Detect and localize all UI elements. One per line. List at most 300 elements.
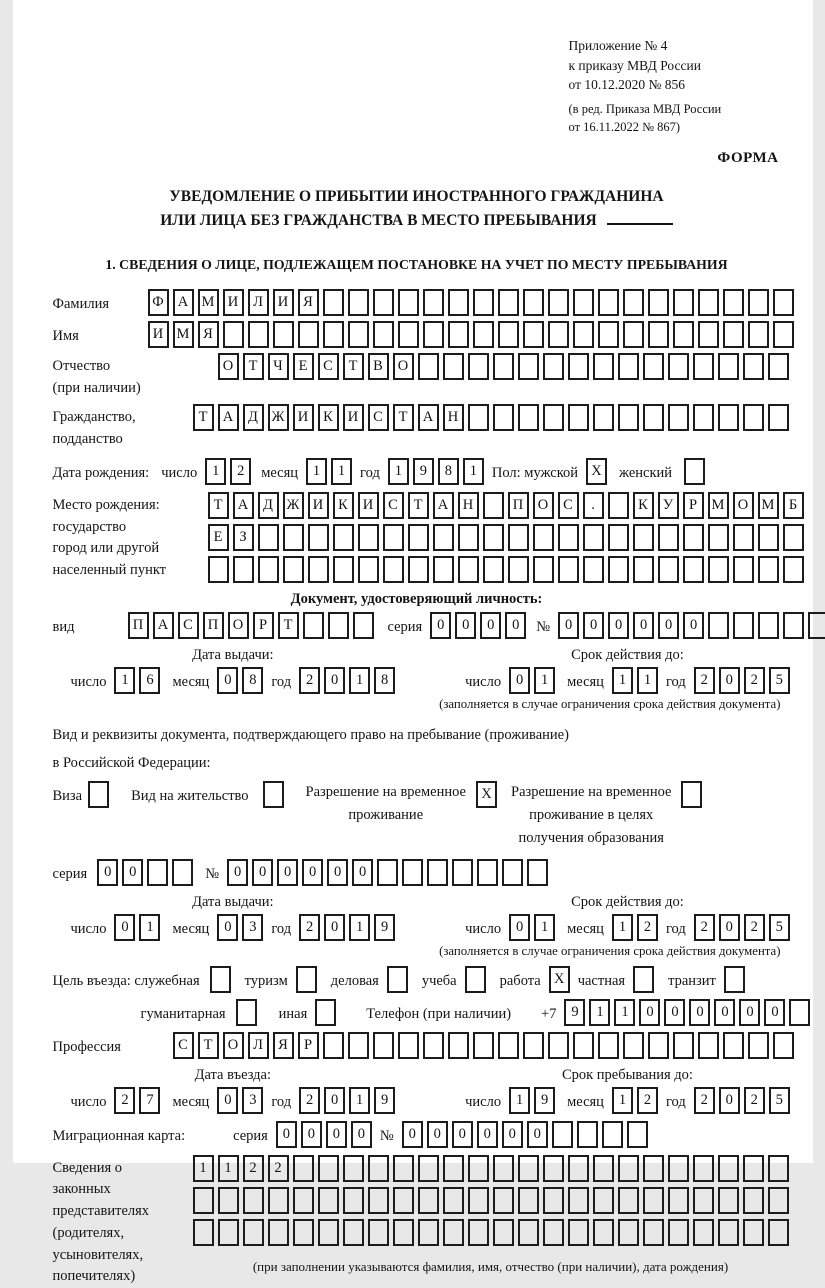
char-box[interactable] <box>718 404 739 431</box>
char-box[interactable] <box>318 1219 339 1246</box>
char-box[interactable]: Е <box>208 524 229 551</box>
char-box[interactable] <box>328 612 349 639</box>
char-box[interactable] <box>387 966 408 993</box>
char-box[interactable] <box>527 859 548 886</box>
char-box[interactable]: П <box>203 612 224 639</box>
char-box[interactable] <box>368 1155 389 1182</box>
char-box[interactable]: А <box>173 289 194 316</box>
char-box[interactable] <box>648 289 669 316</box>
char-box[interactable] <box>518 1219 539 1246</box>
char-box[interactable] <box>768 404 789 431</box>
char-box[interactable]: Н <box>443 404 464 431</box>
char-box[interactable] <box>498 1032 519 1059</box>
char-box[interactable]: Р <box>683 492 704 519</box>
char-box[interactable] <box>323 1032 344 1059</box>
char-box[interactable]: У <box>658 492 679 519</box>
char-box[interactable]: Л <box>248 1032 269 1059</box>
char-box[interactable] <box>343 1219 364 1246</box>
char-box[interactable]: 5 <box>769 667 790 694</box>
char-box[interactable]: 0 <box>97 859 118 886</box>
char-box[interactable] <box>723 321 744 348</box>
char-box[interactable]: 0 <box>324 1087 345 1114</box>
char-box[interactable]: 2 <box>243 1155 264 1182</box>
char-box[interactable] <box>543 1155 564 1182</box>
char-box[interactable] <box>698 289 719 316</box>
char-box[interactable]: 0 <box>502 1121 523 1148</box>
char-box[interactable] <box>493 353 514 380</box>
char-box[interactable]: Т <box>198 1032 219 1059</box>
char-box[interactable]: 9 <box>564 999 585 1026</box>
char-box[interactable] <box>448 321 469 348</box>
char-box[interactable] <box>236 999 257 1026</box>
char-box[interactable]: Р <box>298 1032 319 1059</box>
char-box[interactable] <box>593 1155 614 1182</box>
char-box[interactable] <box>493 1187 514 1214</box>
char-box[interactable]: 0 <box>719 667 740 694</box>
char-box[interactable] <box>443 353 464 380</box>
char-box[interactable] <box>243 1187 264 1214</box>
char-box[interactable] <box>468 1187 489 1214</box>
char-box[interactable]: Р <box>253 612 274 639</box>
char-box[interactable]: 0 <box>402 1121 423 1148</box>
char-box[interactable] <box>373 321 394 348</box>
char-box[interactable]: 1 <box>349 1087 370 1114</box>
char-box[interactable]: П <box>508 492 529 519</box>
char-box[interactable] <box>623 1032 644 1059</box>
char-box[interactable] <box>458 524 479 551</box>
char-box[interactable] <box>643 1155 664 1182</box>
char-box[interactable] <box>258 524 279 551</box>
char-box[interactable]: Я <box>273 1032 294 1059</box>
char-box[interactable]: С <box>178 612 199 639</box>
char-box[interactable] <box>552 1121 573 1148</box>
char-box[interactable] <box>258 556 279 583</box>
char-box[interactable]: 1 <box>331 458 352 485</box>
char-box[interactable]: А <box>153 612 174 639</box>
char-box[interactable] <box>483 524 504 551</box>
char-box[interactable]: 1 <box>306 458 327 485</box>
char-box[interactable] <box>648 1032 669 1059</box>
char-box[interactable] <box>768 353 789 380</box>
char-box[interactable] <box>673 1032 694 1059</box>
char-box[interactable] <box>558 524 579 551</box>
char-box[interactable]: 2 <box>114 1087 135 1114</box>
char-box[interactable] <box>658 524 679 551</box>
char-box[interactable]: 0 <box>114 914 135 941</box>
char-box[interactable] <box>268 1219 289 1246</box>
char-box[interactable]: 1 <box>612 667 633 694</box>
char-box[interactable] <box>296 966 317 993</box>
char-box[interactable] <box>493 404 514 431</box>
char-box[interactable] <box>393 1219 414 1246</box>
char-box[interactable]: 0 <box>764 999 785 1026</box>
char-box[interactable] <box>308 524 329 551</box>
char-box[interactable]: 0 <box>455 612 476 639</box>
char-box[interactable] <box>643 1187 664 1214</box>
char-box[interactable]: 2 <box>268 1155 289 1182</box>
char-box[interactable]: 3 <box>242 914 263 941</box>
char-box[interactable]: О <box>533 492 554 519</box>
char-box[interactable]: 0 <box>217 667 238 694</box>
char-box[interactable] <box>568 404 589 431</box>
char-box[interactable] <box>243 1219 264 1246</box>
char-box[interactable]: 0 <box>277 859 298 886</box>
char-box[interactable]: Т <box>408 492 429 519</box>
char-box[interactable] <box>477 859 498 886</box>
char-box[interactable] <box>543 1187 564 1214</box>
char-box[interactable]: Ф <box>148 289 169 316</box>
char-box[interactable] <box>233 556 254 583</box>
char-box[interactable]: 2 <box>230 458 251 485</box>
char-box[interactable] <box>433 556 454 583</box>
char-box[interactable] <box>643 353 664 380</box>
char-box[interactable] <box>377 859 398 886</box>
char-box[interactable] <box>473 321 494 348</box>
char-box[interactable]: 2 <box>637 1087 658 1114</box>
char-box[interactable] <box>548 1032 569 1059</box>
char-box[interactable] <box>683 556 704 583</box>
char-box[interactable]: 9 <box>413 458 434 485</box>
char-box[interactable]: 9 <box>374 914 395 941</box>
char-box[interactable]: Ч <box>268 353 289 380</box>
char-box[interactable] <box>733 612 754 639</box>
char-box[interactable] <box>598 321 619 348</box>
char-box[interactable] <box>433 524 454 551</box>
char-box[interactable] <box>618 1219 639 1246</box>
char-box[interactable]: X <box>549 966 570 993</box>
char-box[interactable] <box>408 524 429 551</box>
char-box[interactable]: И <box>358 492 379 519</box>
char-box[interactable] <box>248 321 269 348</box>
char-box[interactable]: З <box>233 524 254 551</box>
char-box[interactable]: 0 <box>326 1121 347 1148</box>
char-box[interactable]: 0 <box>327 859 348 886</box>
char-box[interactable]: 0 <box>509 667 530 694</box>
char-box[interactable] <box>718 1219 739 1246</box>
char-box[interactable]: 1 <box>463 458 484 485</box>
char-box[interactable] <box>423 1032 444 1059</box>
char-box[interactable]: 1 <box>205 458 226 485</box>
char-box[interactable] <box>443 1155 464 1182</box>
char-box[interactable]: 0 <box>505 612 526 639</box>
char-box[interactable] <box>743 353 764 380</box>
char-box[interactable] <box>623 321 644 348</box>
char-box[interactable]: 3 <box>242 1087 263 1114</box>
char-box[interactable] <box>608 492 629 519</box>
char-box[interactable] <box>743 1187 764 1214</box>
char-box[interactable]: Т <box>393 404 414 431</box>
char-box[interactable]: Ж <box>283 492 304 519</box>
char-box[interactable] <box>398 321 419 348</box>
char-box[interactable]: Б <box>783 492 804 519</box>
char-box[interactable] <box>627 1121 648 1148</box>
char-box[interactable]: М <box>198 289 219 316</box>
char-box[interactable]: 0 <box>639 999 660 1026</box>
char-box[interactable]: 2 <box>299 914 320 941</box>
char-box[interactable] <box>383 556 404 583</box>
char-box[interactable] <box>693 1187 714 1214</box>
char-box[interactable] <box>583 524 604 551</box>
char-box[interactable]: И <box>223 289 244 316</box>
char-box[interactable] <box>543 353 564 380</box>
char-box[interactable] <box>577 1121 598 1148</box>
char-box[interactable]: И <box>308 492 329 519</box>
char-box[interactable]: С <box>383 492 404 519</box>
char-box[interactable] <box>373 289 394 316</box>
char-box[interactable]: 0 <box>719 1087 740 1114</box>
char-box[interactable] <box>708 612 729 639</box>
char-box[interactable]: 0 <box>480 612 501 639</box>
char-box[interactable]: 1 <box>612 914 633 941</box>
char-box[interactable] <box>573 321 594 348</box>
char-box[interactable]: 0 <box>664 999 685 1026</box>
char-box[interactable] <box>318 1155 339 1182</box>
char-box[interactable] <box>723 289 744 316</box>
char-box[interactable]: 2 <box>694 1087 715 1114</box>
char-box[interactable] <box>193 1219 214 1246</box>
char-box[interactable] <box>448 1032 469 1059</box>
char-box[interactable]: 0 <box>527 1121 548 1148</box>
char-box[interactable]: Т <box>343 353 364 380</box>
char-box[interactable] <box>568 1187 589 1214</box>
char-box[interactable] <box>633 556 654 583</box>
char-box[interactable] <box>773 1032 794 1059</box>
char-box[interactable] <box>483 492 504 519</box>
char-box[interactable]: Д <box>243 404 264 431</box>
char-box[interactable] <box>743 1219 764 1246</box>
char-box[interactable]: К <box>333 492 354 519</box>
char-box[interactable]: С <box>173 1032 194 1059</box>
char-box[interactable] <box>358 556 379 583</box>
char-box[interactable] <box>643 404 664 431</box>
char-box[interactable]: П <box>128 612 149 639</box>
char-box[interactable]: 0 <box>714 999 735 1026</box>
char-box[interactable]: 0 <box>301 1121 322 1148</box>
char-box[interactable] <box>758 612 779 639</box>
char-box[interactable]: 2 <box>694 667 715 694</box>
char-box[interactable]: . <box>583 492 604 519</box>
char-box[interactable]: И <box>293 404 314 431</box>
char-box[interactable]: 6 <box>139 667 160 694</box>
char-box[interactable] <box>773 289 794 316</box>
char-box[interactable] <box>318 1187 339 1214</box>
char-box[interactable]: 1 <box>218 1155 239 1182</box>
char-box[interactable] <box>668 1187 689 1214</box>
char-box[interactable]: 1 <box>637 667 658 694</box>
char-box[interactable] <box>643 1219 664 1246</box>
char-box[interactable] <box>418 1187 439 1214</box>
char-box[interactable] <box>315 999 336 1026</box>
char-box[interactable] <box>208 556 229 583</box>
char-box[interactable] <box>723 1032 744 1059</box>
char-box[interactable]: Ж <box>268 404 289 431</box>
char-box[interactable] <box>602 1121 623 1148</box>
char-box[interactable]: Т <box>243 353 264 380</box>
char-box[interactable] <box>668 1155 689 1182</box>
char-box[interactable]: 0 <box>302 859 323 886</box>
char-box[interactable]: М <box>708 492 729 519</box>
char-box[interactable] <box>523 1032 544 1059</box>
char-box[interactable]: В <box>368 353 389 380</box>
char-box[interactable]: 0 <box>658 612 679 639</box>
char-box[interactable]: О <box>393 353 414 380</box>
char-box[interactable]: 2 <box>744 914 765 941</box>
char-box[interactable] <box>518 1155 539 1182</box>
char-box[interactable] <box>748 289 769 316</box>
char-box[interactable] <box>623 289 644 316</box>
char-box[interactable]: 1 <box>614 999 635 1026</box>
char-box[interactable]: 0 <box>689 999 710 1026</box>
char-box[interactable] <box>618 353 639 380</box>
char-box[interactable] <box>693 1155 714 1182</box>
char-box[interactable] <box>718 1155 739 1182</box>
char-box[interactable]: Я <box>198 321 219 348</box>
char-box[interactable] <box>418 1219 439 1246</box>
char-box[interactable] <box>353 612 374 639</box>
char-box[interactable] <box>673 321 694 348</box>
char-box[interactable] <box>598 1032 619 1059</box>
char-box[interactable]: 5 <box>769 1087 790 1114</box>
char-box[interactable] <box>668 1219 689 1246</box>
char-box[interactable]: Я <box>298 289 319 316</box>
char-box[interactable] <box>543 404 564 431</box>
char-box[interactable] <box>268 1187 289 1214</box>
char-box[interactable] <box>648 321 669 348</box>
char-box[interactable]: 0 <box>739 999 760 1026</box>
char-box[interactable] <box>218 1187 239 1214</box>
char-box[interactable] <box>223 321 244 348</box>
char-box[interactable] <box>172 859 193 886</box>
char-box[interactable]: Д <box>258 492 279 519</box>
char-box[interactable]: 2 <box>299 1087 320 1114</box>
char-box[interactable] <box>593 404 614 431</box>
char-box[interactable] <box>533 524 554 551</box>
char-box[interactable] <box>568 1219 589 1246</box>
char-box[interactable] <box>593 353 614 380</box>
char-box[interactable]: Т <box>208 492 229 519</box>
char-box[interactable] <box>633 966 654 993</box>
char-box[interactable] <box>468 1155 489 1182</box>
char-box[interactable] <box>418 1155 439 1182</box>
char-box[interactable] <box>748 1032 769 1059</box>
char-box[interactable] <box>573 289 594 316</box>
char-box[interactable]: А <box>233 492 254 519</box>
char-box[interactable] <box>348 289 369 316</box>
char-box[interactable] <box>768 1219 789 1246</box>
char-box[interactable] <box>808 612 825 639</box>
char-box[interactable] <box>708 524 729 551</box>
char-box[interactable] <box>568 353 589 380</box>
char-box[interactable]: 1 <box>349 914 370 941</box>
char-box[interactable] <box>523 321 544 348</box>
char-box[interactable]: 0 <box>217 1087 238 1114</box>
char-box[interactable] <box>358 524 379 551</box>
char-box[interactable] <box>783 612 804 639</box>
char-box[interactable]: 0 <box>351 1121 372 1148</box>
char-box[interactable] <box>468 404 489 431</box>
char-box[interactable] <box>398 289 419 316</box>
char-box[interactable]: 0 <box>352 859 373 886</box>
char-box[interactable] <box>493 1155 514 1182</box>
char-box[interactable] <box>518 353 539 380</box>
char-box[interactable] <box>783 524 804 551</box>
char-box[interactable]: 1 <box>349 667 370 694</box>
char-box[interactable]: М <box>173 321 194 348</box>
char-box[interactable] <box>418 353 439 380</box>
char-box[interactable] <box>783 556 804 583</box>
char-box[interactable] <box>323 289 344 316</box>
char-box[interactable] <box>733 524 754 551</box>
char-box[interactable] <box>533 556 554 583</box>
char-box[interactable]: 8 <box>438 458 459 485</box>
char-box[interactable] <box>465 966 486 993</box>
char-box[interactable] <box>758 556 779 583</box>
char-box[interactable]: 0 <box>477 1121 498 1148</box>
char-box[interactable]: 1 <box>139 914 160 941</box>
char-box[interactable] <box>448 289 469 316</box>
char-box[interactable] <box>293 1187 314 1214</box>
char-box[interactable]: 0 <box>227 859 248 886</box>
char-box[interactable] <box>708 556 729 583</box>
char-box[interactable] <box>427 859 448 886</box>
char-box[interactable] <box>502 859 523 886</box>
char-box[interactable] <box>323 321 344 348</box>
char-box[interactable] <box>683 524 704 551</box>
char-box[interactable] <box>558 556 579 583</box>
char-box[interactable]: С <box>318 353 339 380</box>
char-box[interactable] <box>724 966 745 993</box>
char-box[interactable] <box>423 289 444 316</box>
char-box[interactable]: И <box>148 321 169 348</box>
char-box[interactable]: 0 <box>558 612 579 639</box>
char-box[interactable] <box>748 321 769 348</box>
char-box[interactable] <box>293 1219 314 1246</box>
char-box[interactable] <box>273 321 294 348</box>
char-box[interactable] <box>768 1187 789 1214</box>
char-box[interactable] <box>583 556 604 583</box>
char-box[interactable] <box>523 289 544 316</box>
char-box[interactable] <box>673 289 694 316</box>
char-box[interactable] <box>402 859 423 886</box>
char-box[interactable] <box>303 612 324 639</box>
char-box[interactable] <box>498 321 519 348</box>
char-box[interactable] <box>681 781 702 808</box>
char-box[interactable] <box>348 1032 369 1059</box>
char-box[interactable]: 2 <box>694 914 715 941</box>
char-box[interactable] <box>263 781 284 808</box>
char-box[interactable] <box>283 556 304 583</box>
char-box[interactable] <box>468 1219 489 1246</box>
char-box[interactable] <box>698 321 719 348</box>
char-box[interactable]: 1 <box>534 914 555 941</box>
char-box[interactable] <box>293 1155 314 1182</box>
char-box[interactable] <box>743 404 764 431</box>
char-box[interactable]: 1 <box>193 1155 214 1182</box>
char-box[interactable] <box>333 556 354 583</box>
char-box[interactable] <box>668 404 689 431</box>
char-box[interactable] <box>598 289 619 316</box>
char-box[interactable] <box>668 353 689 380</box>
char-box[interactable] <box>343 1187 364 1214</box>
char-box[interactable] <box>498 289 519 316</box>
char-box[interactable]: О <box>228 612 249 639</box>
char-box[interactable]: С <box>368 404 389 431</box>
char-box[interactable]: 9 <box>374 1087 395 1114</box>
char-box[interactable] <box>593 1219 614 1246</box>
char-box[interactable] <box>88 781 109 808</box>
char-box[interactable] <box>693 353 714 380</box>
char-box[interactable]: 0 <box>719 914 740 941</box>
